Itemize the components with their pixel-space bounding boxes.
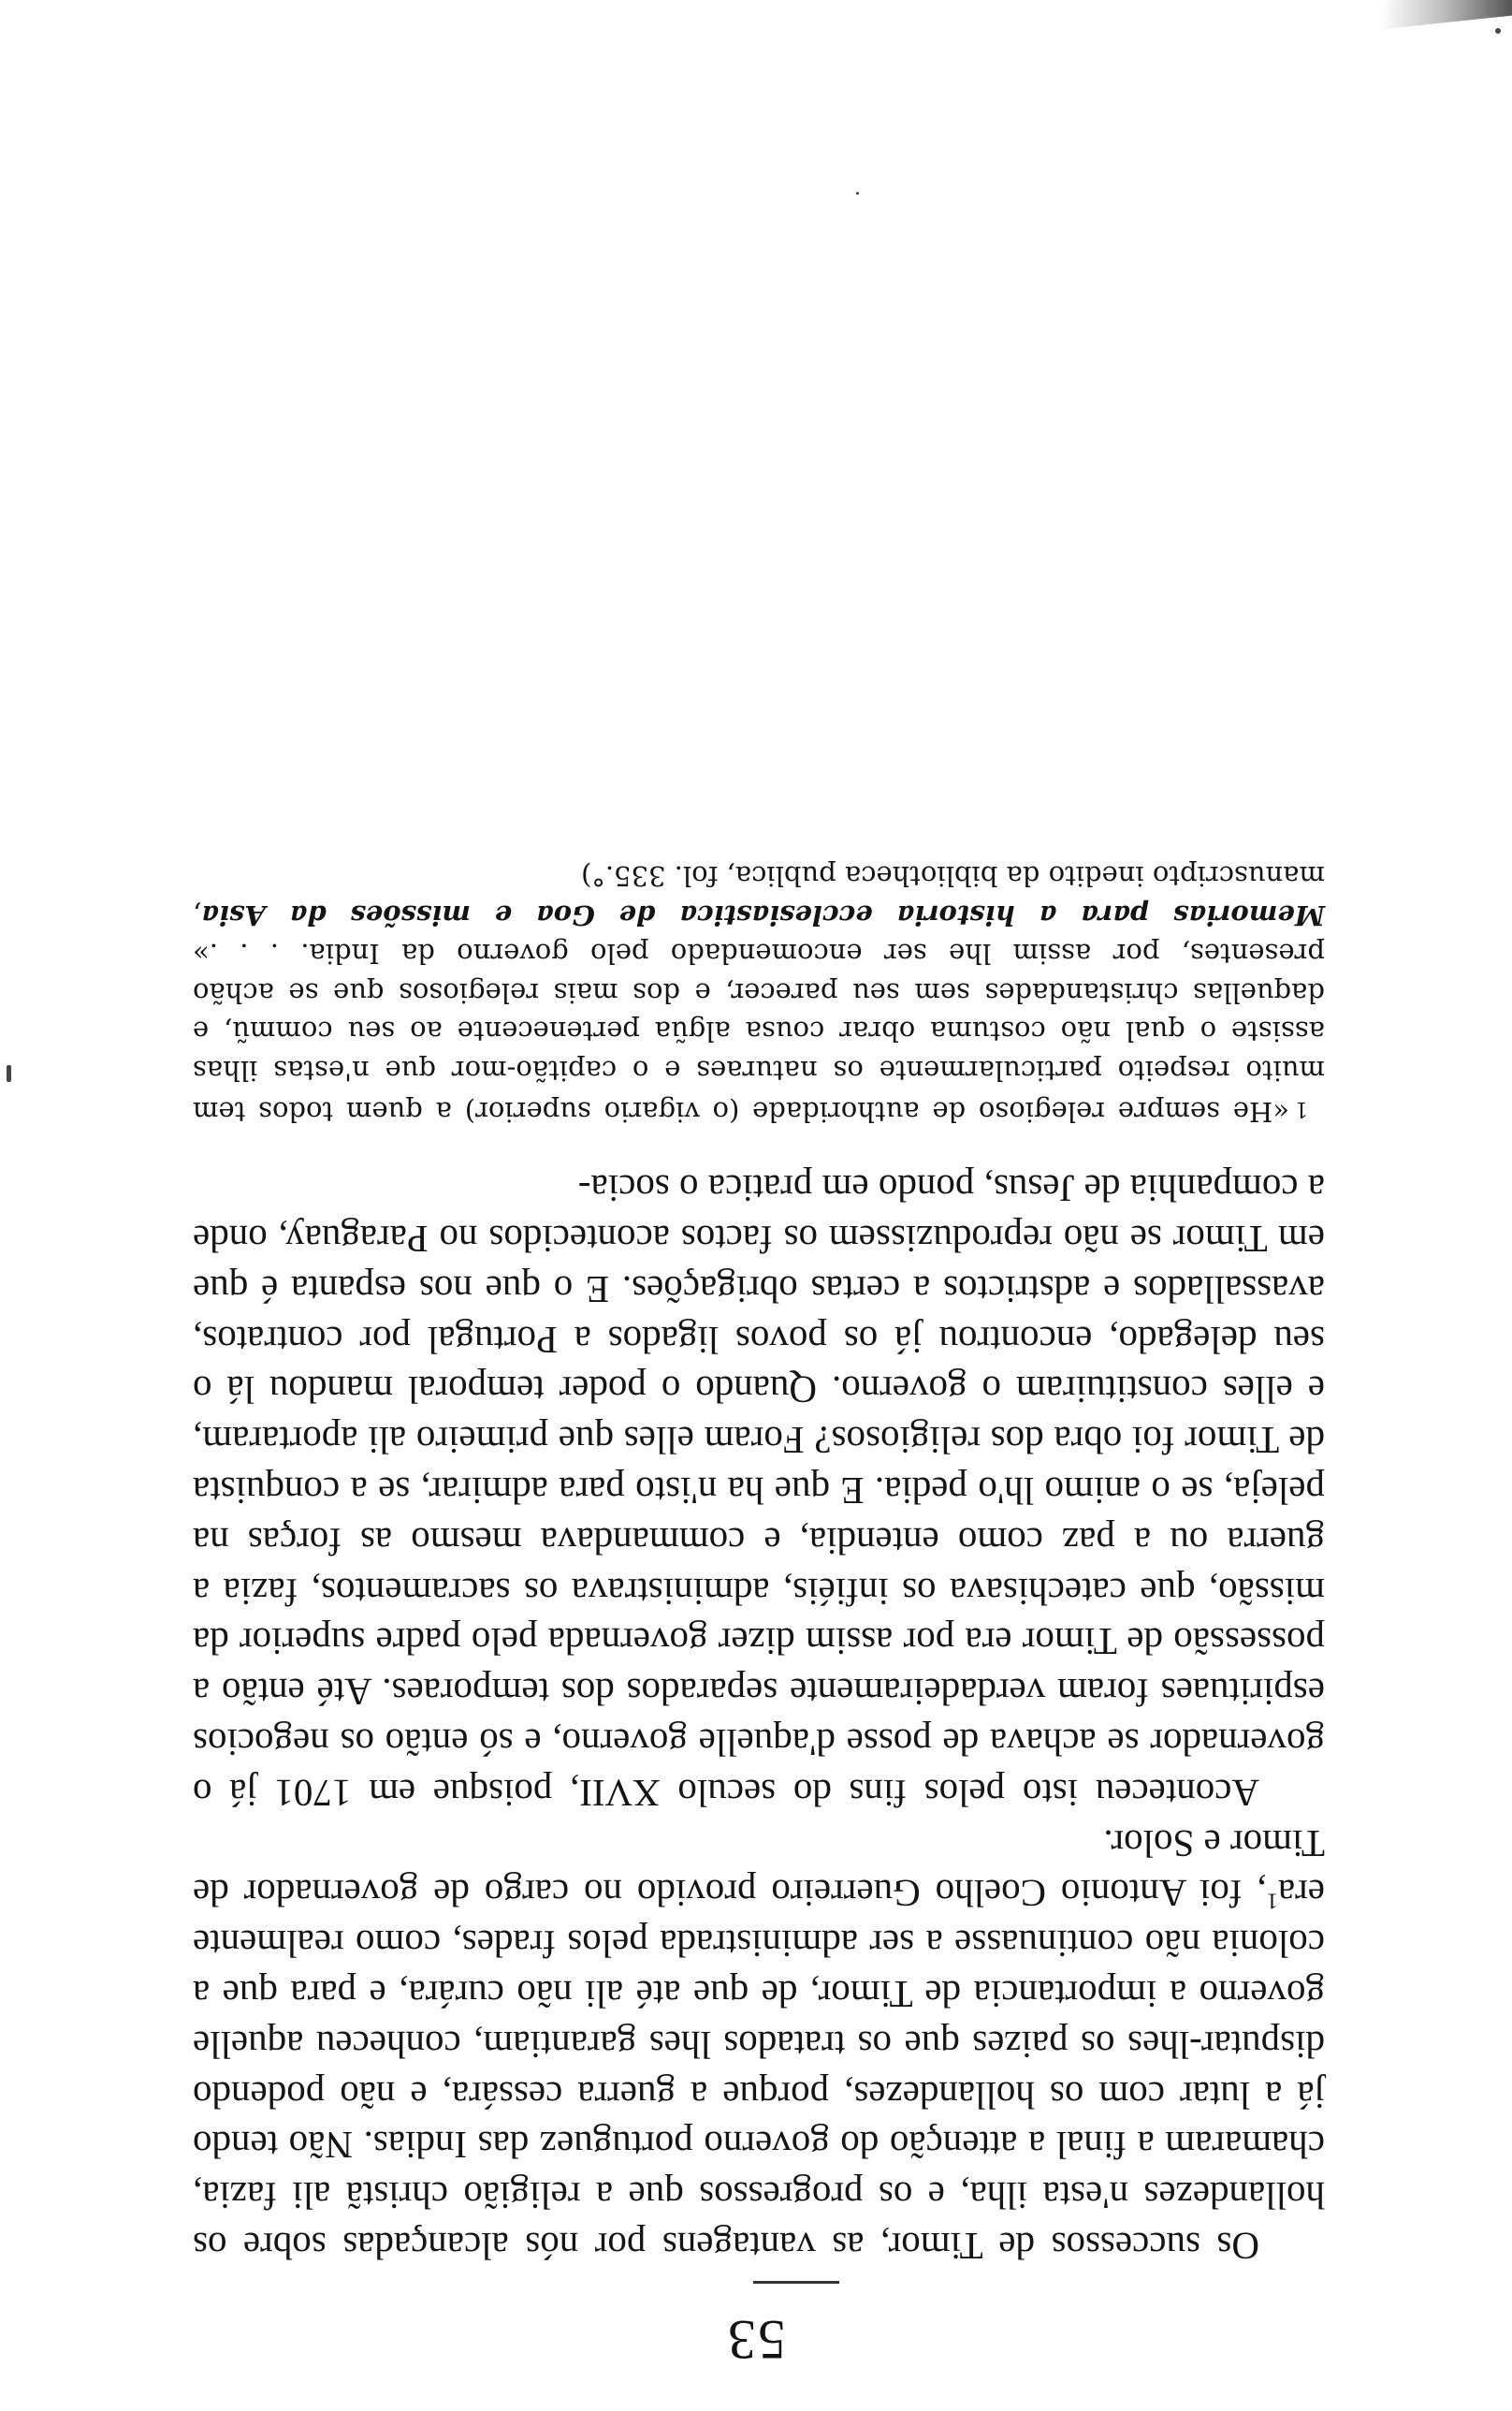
footnote-work-title: Memorias para a historia ecclesiastica de Goa e missões da Asia — [201, 899, 1325, 931]
paragraph-2: Aconteceu isto pelos fins do seculo XVII, poisque em 1701 já o governador se achava de posse d'aquelle governo, e só então os negocios espirituaes foram verdadeiramente separados dos temporaes. Até então a possessão de Timor era por assim dizer governada pelo padre superior da missão, que catechisava os infiéis, administrava os sacramentos, fazia a guerra ou a paz como entendia, e commandava mesmo as forças na peleja, se o animo lh'o pedia. E que ha n'isto para admirar, se a conquista de Timor foi obra dos religiosos? Foram elles que primeiro ali aportaram, e elles constituiram o governo. Quando o poder temporal mandou lá o seu delegado, encontrou já os povos ligados a Portugal por contratos, avassallados e adstrictos a certas obrigações. E o que nos espanta é que em Timor se não reproduzissem os factos acontecidos no Paraguay, onde a companhia de Jesus, pondo em pratica o socia- — [193, 1167, 1325, 1815]
scan-dust-speck — [7, 1065, 11, 1082]
footnote-reference: 1 — [1266, 1889, 1278, 1915]
scan-dust-speck — [856, 192, 859, 195]
footnote — [193, 856, 1325, 1132]
footnote-marker: 1 — [1295, 1097, 1308, 1121]
paragraph-1-text: Os successos de Timor, as vantagens por nós alcançadas sobre os hollandezes n'esta ilha, e os progressos que a religião christã ali fazia, chamaram a final a attenção do governo portuguez das Indias. Não tendo já a lutar com os hollandezes, porque a guerra cessára, e não podendo disputar-lhes os paizes que os tratados lhes garantiam, conheceu aquelle governo a importancia de Timor, de que até ali não curára, e para que a colonia não continuasse a ser administrada pelos frades, como realmente era — [193, 1872, 1325, 2268]
scan-edge-smudge — [1381, 0, 1512, 29]
paragraph-1 — [193, 1818, 1325, 2271]
body-text — [193, 856, 1325, 2271]
paragraph-1-text-continued: , foi Antonio Coelho Guerreiro provido no cargo de governador de Timor e Solor. — [193, 1821, 1325, 1916]
page-number: 53 — [726, 2309, 786, 2371]
footnote-quote: «He sempre relegioso de authoridade (o vigario superior) a quem todos tem muito respeito particularmente os naturaes e o capitão-mor que n'estas ilhas assiste o qual não costuma obrar cousa algũa pertenecente ao seu commũ, e daquellas christandades sem seu parecer, e dos mais relegiosos que se achão presentes, por assim lhe ser encomendado pelo governo da India. . . .» — [193, 938, 1325, 1129]
footnote-citation: , manuscripto inedito da bibliotheca publica, fol. 335.°) — [193, 860, 1325, 931]
scan-dust-speck — [1495, 28, 1501, 34]
header-rule — [753, 2281, 839, 2284]
